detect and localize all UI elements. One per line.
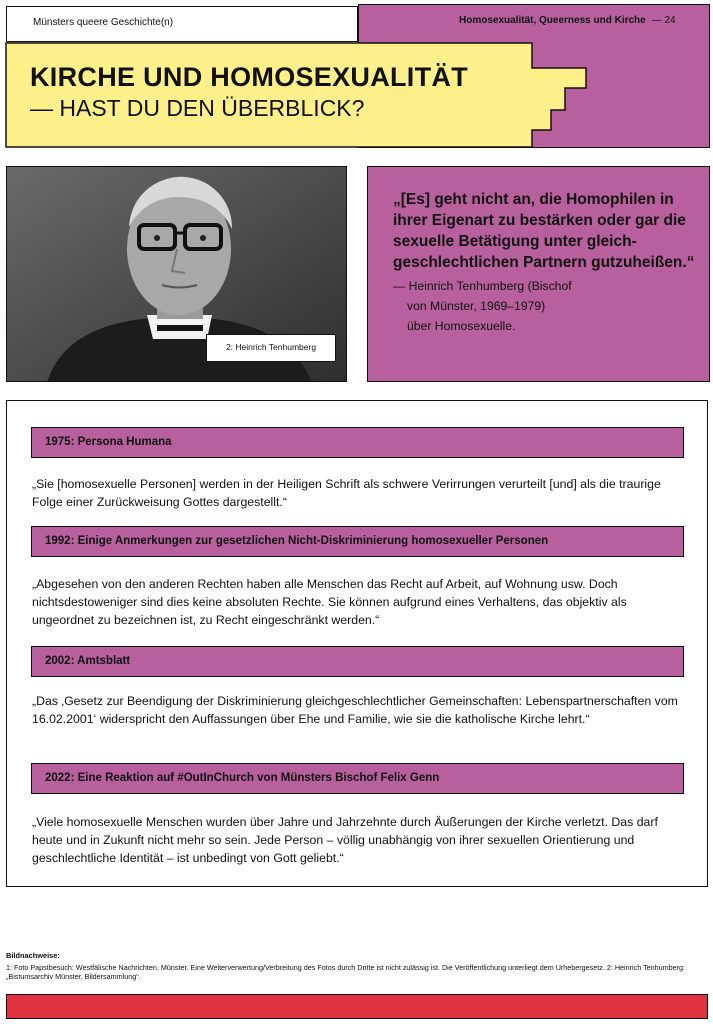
credits-text: 1: Foto Papstbesuch: Westfälische Nachrichten, Münster. Eine Weiterverwertung/Verbreitung des Fotos durch Dritte ist nicht zulässig ist. Die Veröffentlichung unterliegt dem Urhebergesetz. 2: Heinrich Tenhumberg: „Bistumsarchiv Münster, Bildersammlung“. <box>6 962 686 981</box>
quote-box <box>367 166 710 382</box>
timeline-heading <box>31 427 684 458</box>
timeline-heading <box>31 646 684 677</box>
image-credits <box>6 951 706 982</box>
page-subtitle: — HAST DU DEN ÜBERBLICK? <box>30 95 365 121</box>
header-section-title <box>459 15 676 26</box>
timeline-text: „Abgesehen von den anderen Rechten haben alle Menschen das Recht auf Arbeit, auf Wohnung usw. Doch nichtsdestoweniger sind dies keine absoluten Rechte. Sie können aufgrund eines Verhaltens, das objektiv als ungeordnet zu bezeichnen ist, zu Recht eingeschränkt werden.“ <box>32 577 627 627</box>
section-title: Homosexualität, Queerness und Kirche <box>459 15 646 26</box>
series-title: Münsters queere Geschichte(n) <box>33 17 174 28</box>
timeline-heading-text: 2002: Amtsblatt <box>45 655 131 667</box>
timeline-heading-text: 1975: Persona Humana <box>45 436 172 448</box>
header-series-panel <box>6 6 358 42</box>
timeline-heading <box>31 526 684 557</box>
timeline-text: „Sie [homosexuelle Personen] werden in der Heiligen Schrift als schwere Verirrungen verurteilt [und] als die traurige Folge einer Zurückweisung Gottes dargestellt.“ <box>32 477 661 509</box>
page-title: KIRCHE UND HOMOSEXUALITÄT <box>30 62 468 92</box>
photo-caption: 2: Heinrich Tenhumberg <box>206 334 336 362</box>
page-number: — 24 <box>651 15 676 26</box>
quote-source-line: von Münster, 1969–1979) <box>407 299 546 313</box>
timeline-heading <box>31 763 684 794</box>
credits-heading: Bildnachweise: <box>6 951 60 960</box>
timeline-text: „Viele homosexuelle Menschen wurden über Jahre und Jahrzehnte durch Äußerungen der Kirche verletzt. Das darf heute und in Zukunft nicht mehr so sein. Jede Person – völlig unabhängig von ihrer sexuellen Orientierung und geschlechtliche Identität – ist unbedingt von Gott geliebt.“ <box>32 815 658 865</box>
timeline-box <box>6 400 708 887</box>
quote-source <box>393 276 663 336</box>
quote-source-line: über Homosexuelle. <box>407 319 516 333</box>
timeline-heading-text: 2022: Eine Reaktion auf #OutInChurch von Münsters Bischof Felix Genn <box>45 772 440 784</box>
portrait-photo <box>6 166 347 382</box>
footer-bar <box>6 994 708 1019</box>
quote-source-line: — Heinrich Tenhumberg (Bischof <box>393 279 572 293</box>
quote-text: „[Es] geht nicht an, die Homophilen in ihrer Eigenart zu bestärken oder gar die sexuelle Betätigung unter gleichgeschlechtlichen Partnern gutzuheißen.“ <box>393 191 695 271</box>
timeline-heading-text: 1992: Einige Anmerkungen zur gesetzlichen Nicht-Diskriminierung homosexueller Personen <box>45 535 549 547</box>
timeline-text: „Das ‚Gesetz zur Beendigung der Diskriminierung gleichgeschlechtlicher Gemeinschaften: Lebenspartnerschaften vom 16.02.2001‘ widerspricht den Auffassungen über Ehe und Familie, wie sie die katholische Kirche lehrt.“ <box>32 694 678 726</box>
